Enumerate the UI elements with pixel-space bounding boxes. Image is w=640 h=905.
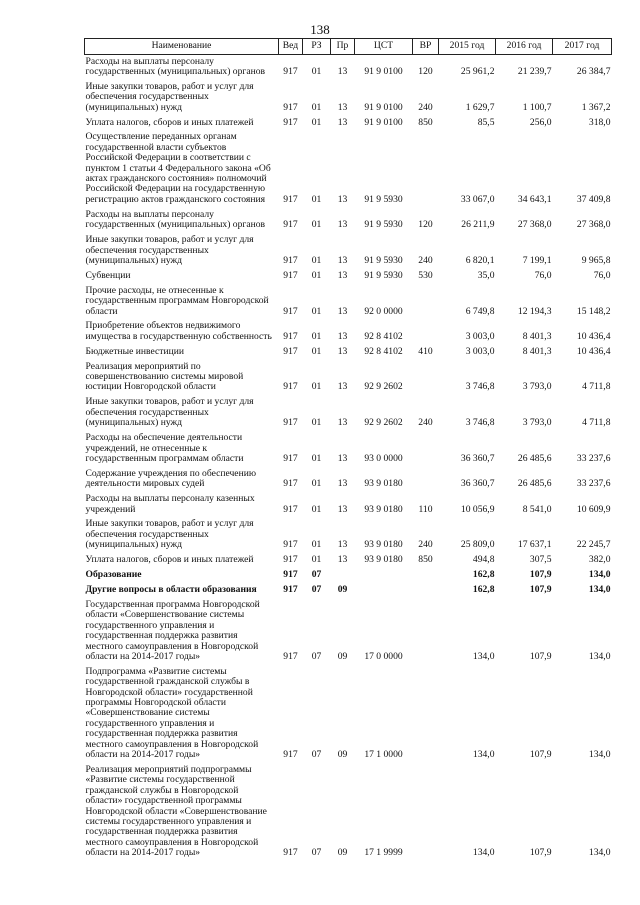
row-2015: 134,0 xyxy=(472,749,495,761)
table-row xyxy=(85,284,612,320)
row-2016: 8 401,3 xyxy=(522,330,552,342)
row-2015: 494,8 xyxy=(472,554,495,566)
row-name: Иные закупки товаров, работ и услуг для обеспечения государственных (муниципальных) нужд xyxy=(85,518,254,551)
row-2017: 10 609,9 xyxy=(576,503,611,515)
row-2016: 7 199,1 xyxy=(522,254,552,266)
row-pr: 13 xyxy=(337,417,348,429)
row-rz: 01 xyxy=(311,417,322,429)
row-2015: 25 809,0 xyxy=(460,539,495,551)
row-pr: 13 xyxy=(337,101,348,113)
row-2017: 134,0 xyxy=(588,847,611,859)
row-cst: 92 8 4102 xyxy=(364,345,403,357)
row-2015: 26 211,9 xyxy=(461,219,495,231)
row-2016: 17 637,1 xyxy=(517,539,552,551)
row-2017: 382,0 xyxy=(588,554,611,566)
row-name: Подпрограмма «Развитие системы государственной гражданской службы в Новгородской области» государственной программы Новгородской области «Совершенствование системы государственного управления и государственная поддержка развития местного самоуправления в Новгородской области на 2014-2017 годы» xyxy=(85,665,259,761)
row-rz: 01 xyxy=(311,554,322,566)
table-row xyxy=(85,116,612,131)
row-pr: 09 xyxy=(337,749,348,761)
row-rz: 01 xyxy=(311,503,322,515)
row-ved: 917 xyxy=(283,65,298,77)
row-2016: 8 401,3 xyxy=(522,345,552,357)
row-name: Реализация мероприятий по совершенствованию системы мировой юстиции Новгородской области xyxy=(85,360,244,393)
row-name: Содержание учреждения по обеспечению деятельности мировых судей xyxy=(85,467,256,490)
row-2015: 10 056,9 xyxy=(460,503,495,515)
row-cst: 91 9 5930 xyxy=(364,269,403,281)
row-ved: 917 xyxy=(283,503,298,515)
row-cst: 92 9 2602 xyxy=(364,381,403,393)
row-ved: 917 xyxy=(283,219,298,231)
row-rz: 01 xyxy=(311,539,322,551)
header-name: Наименование xyxy=(85,39,279,55)
row-ved: 917 xyxy=(283,345,298,357)
table-row xyxy=(85,665,612,763)
row-ved: 917 xyxy=(283,539,298,551)
row-pr: 09 xyxy=(337,847,348,859)
row-2016: 107,9 xyxy=(529,749,552,761)
row-2017: 76,0 xyxy=(593,269,611,281)
row-2017: 4 711,8 xyxy=(582,381,611,393)
header-2016: 2016 год xyxy=(496,39,553,55)
row-2015: 3 746,8 xyxy=(465,381,495,393)
table-row xyxy=(85,80,612,116)
row-2017: 27 368,0 xyxy=(576,219,611,231)
row-2017: 15 148,2 xyxy=(576,305,611,317)
row-pr: 13 xyxy=(337,452,348,464)
row-ved: 917 xyxy=(283,116,298,128)
row-pr: 13 xyxy=(337,219,348,231)
row-name: Образование xyxy=(85,569,142,581)
row-2016: 3 793,0 xyxy=(522,381,552,393)
row-cst: 91 9 0100 xyxy=(364,101,403,113)
row-vr: 240 xyxy=(418,254,433,266)
table-row xyxy=(85,320,612,345)
row-rz: 07 xyxy=(311,583,322,595)
row-rz: 01 xyxy=(311,193,322,205)
header-2015: 2015 год xyxy=(439,39,496,55)
table-header-row xyxy=(85,39,612,55)
row-2015: 134,0 xyxy=(472,650,495,662)
header-2017: 2017 год xyxy=(553,39,612,55)
row-vr: 850 xyxy=(418,554,433,566)
row-pr: 09 xyxy=(337,583,348,595)
budget-table xyxy=(84,38,612,862)
header-pr: Пр xyxy=(331,39,355,55)
row-ved: 917 xyxy=(283,478,298,490)
row-2017: 33 237,6 xyxy=(576,478,611,490)
row-2016: 26 485,6 xyxy=(517,452,552,464)
row-cst: 91 9 0100 xyxy=(364,116,403,128)
table-row xyxy=(85,583,612,598)
header-cst: ЦСТ xyxy=(355,39,413,55)
row-ved: 917 xyxy=(283,554,298,566)
row-2017: 9 965,8 xyxy=(581,254,611,266)
row-2016: 1 100,7 xyxy=(522,101,552,113)
row-name: Субвенции xyxy=(85,269,131,281)
table-row xyxy=(85,569,612,584)
row-rz: 01 xyxy=(311,478,322,490)
row-pr: 13 xyxy=(337,539,348,551)
row-pr: 09 xyxy=(337,650,348,662)
row-2015: 134,0 xyxy=(472,847,495,859)
row-pr: 13 xyxy=(337,478,348,490)
row-2016: 21 239,7 xyxy=(517,65,552,77)
row-ved: 917 xyxy=(283,305,298,317)
row-vr xyxy=(413,284,439,320)
row-2016: 34 643,1 xyxy=(517,193,552,205)
row-name: Расходы на выплаты персоналу государственных (муниципальных) органов xyxy=(85,208,266,231)
row-pr: 13 xyxy=(337,269,348,281)
row-vr xyxy=(413,583,439,598)
row-vr xyxy=(413,467,439,492)
row-rz: 01 xyxy=(311,219,322,231)
row-2017: 37 409,8 xyxy=(576,193,611,205)
row-pr xyxy=(331,569,355,584)
row-2017: 22 245,7 xyxy=(576,539,611,551)
row-2015: 35,0 xyxy=(477,269,495,281)
row-ved: 917 xyxy=(283,847,298,859)
table-row xyxy=(85,763,612,861)
row-2015: 3 003,0 xyxy=(465,330,495,342)
row-pr: 13 xyxy=(337,193,348,205)
row-vr xyxy=(413,763,439,861)
row-rz: 01 xyxy=(311,101,322,113)
row-name: Реализация мероприятий подпрограммы «Развитие системы государственной гражданской службы в Новгородской области» государственной программы Новгородской области «Совершенствование системы государственного управления и государственная поддержка развития местного самоуправления в Новгородской области на 2014-2017 годы» xyxy=(85,763,267,859)
row-cst: 17 1 0000 xyxy=(364,749,403,761)
row-rz: 07 xyxy=(311,650,322,662)
row-name: Уплата налогов, сборов и иных платежей xyxy=(85,116,254,128)
row-2016: 107,9 xyxy=(529,569,552,581)
row-cst: 91 9 5930 xyxy=(364,219,403,231)
row-name: Уплата налогов, сборов и иных платежей xyxy=(85,554,254,566)
row-name: Иные закупки товаров, работ и услуг для обеспечения государственных (муниципальных) нужд xyxy=(85,80,254,113)
row-name: Бюджетные инвестиции xyxy=(85,345,184,357)
table-row xyxy=(85,345,612,360)
row-rz: 01 xyxy=(311,116,322,128)
row-vr: 110 xyxy=(418,503,433,515)
row-cst xyxy=(355,569,413,584)
row-ved: 917 xyxy=(283,650,298,662)
row-cst: 93 9 0180 xyxy=(364,539,403,551)
row-name: Приобретение объектов недвижимого имущества в государственную собственность xyxy=(85,320,272,342)
row-rz: 01 xyxy=(311,65,322,77)
row-vr: 120 xyxy=(418,65,433,77)
row-rz: 07 xyxy=(311,847,322,859)
row-2015: 162,8 xyxy=(472,569,495,581)
row-name: Расходы на выплаты персоналу государственных (муниципальных) органов xyxy=(85,55,266,77)
row-2015: 36 360,7 xyxy=(460,478,495,490)
row-2017: 1 367,2 xyxy=(581,101,611,113)
table-row xyxy=(85,55,612,81)
table-row xyxy=(85,360,612,396)
table-row xyxy=(85,598,612,665)
row-rz: 01 xyxy=(311,345,322,357)
row-2017: 134,0 xyxy=(588,569,611,581)
row-vr: 410 xyxy=(418,345,433,357)
row-2016: 307,5 xyxy=(529,554,552,566)
row-cst: 91 9 5930 xyxy=(364,193,403,205)
row-pr: 13 xyxy=(337,345,348,357)
row-pr: 13 xyxy=(337,116,348,128)
row-2015: 85,5 xyxy=(477,116,495,128)
row-cst: 92 9 2602 xyxy=(364,417,403,429)
table-row xyxy=(85,467,612,492)
row-name: Расходы на обеспечение деятельности учреждений, не отнесенные к государственным программам области xyxy=(85,432,244,464)
row-vr xyxy=(413,131,439,208)
table-row xyxy=(85,554,612,569)
row-2016: 107,9 xyxy=(529,650,552,662)
row-cst: 17 1 9999 xyxy=(364,847,403,859)
row-rz: 01 xyxy=(311,305,322,317)
table-row xyxy=(85,432,612,468)
row-rz: 01 xyxy=(311,381,322,393)
row-vr xyxy=(413,569,439,584)
row-ved: 917 xyxy=(283,254,298,266)
row-pr: 13 xyxy=(337,503,348,515)
row-2016: 256,0 xyxy=(529,116,552,128)
row-2015: 6 749,8 xyxy=(465,305,495,317)
row-cst: 93 9 0180 xyxy=(364,478,403,490)
row-2017: 134,0 xyxy=(588,583,611,595)
row-2015: 36 360,7 xyxy=(460,452,495,464)
row-2015: 3 003,0 xyxy=(465,345,495,357)
row-vr: 120 xyxy=(418,219,433,231)
row-ved: 917 xyxy=(283,381,298,393)
row-vr: 240 xyxy=(418,539,433,551)
row-name: Государственная программа Новгородской области «Совершенствование системы государственного управления и государственная поддержка развития местного самоуправления в Новгородской области на 2014-2017 годы» xyxy=(85,598,260,662)
row-2017: 33 237,6 xyxy=(576,452,611,464)
row-pr: 13 xyxy=(337,65,348,77)
row-ved: 917 xyxy=(283,417,298,429)
row-pr: 13 xyxy=(337,554,348,566)
row-cst: 93 9 0180 xyxy=(364,503,403,515)
row-2016: 26 485,6 xyxy=(517,478,552,490)
row-name: Иные закупки товаров, работ и услуг для обеспечения государственных (муниципальных) нужд xyxy=(85,234,254,266)
row-2016: 3 793,0 xyxy=(522,417,552,429)
row-pr: 13 xyxy=(337,254,348,266)
table-row xyxy=(85,493,612,518)
table-row xyxy=(85,518,612,554)
row-2016: 107,9 xyxy=(529,583,552,595)
row-vr xyxy=(413,432,439,468)
row-2015: 6 820,1 xyxy=(465,254,495,266)
row-cst: 93 0 0000 xyxy=(364,452,403,464)
row-2015: 33 067,0 xyxy=(460,193,495,205)
row-2017: 134,0 xyxy=(588,650,611,662)
row-vr: 850 xyxy=(418,116,433,128)
row-pr: 13 xyxy=(337,381,348,393)
row-name: Иные закупки товаров, работ и услуг для обеспечения государственных (муниципальных) нужд xyxy=(85,396,254,429)
row-2017: 4 711,8 xyxy=(582,417,611,429)
row-vr xyxy=(413,320,439,345)
row-name: Другие вопросы в области образования xyxy=(85,583,257,595)
row-ved: 917 xyxy=(283,269,298,281)
row-vr xyxy=(413,598,439,665)
row-2017: 26 384,7 xyxy=(576,65,611,77)
row-pr: 13 xyxy=(337,305,348,317)
row-rz: 07 xyxy=(311,749,322,761)
row-2016: 27 368,0 xyxy=(517,219,552,231)
header-rz: РЗ xyxy=(303,39,331,55)
table-row xyxy=(85,269,612,284)
table-row xyxy=(85,234,612,270)
row-ved: 917 xyxy=(283,452,298,464)
row-2016: 12 194,3 xyxy=(517,305,552,317)
row-cst: 92 8 4102 xyxy=(364,330,403,342)
row-name: Осуществление переданных органам государственной власти субъектов Российской Федерации в соответствии с пунктом 1 статьи 4 Федерального закона «Об актах гражданского состояния» полномочий Российской Федерации на государственную регистрацию актов гражданского состояния xyxy=(85,131,271,205)
row-2016: 76,0 xyxy=(534,269,552,281)
row-rz: 01 xyxy=(311,452,322,464)
row-pr: 13 xyxy=(337,330,348,342)
row-2017: 318,0 xyxy=(588,116,611,128)
row-2015: 3 746,8 xyxy=(465,417,495,429)
row-cst: 93 9 0180 xyxy=(364,554,403,566)
row-2016: 107,9 xyxy=(529,847,552,859)
row-2017: 134,0 xyxy=(588,749,611,761)
row-2015: 162,8 xyxy=(472,583,495,595)
table-row xyxy=(85,396,612,432)
row-2016: 8 541,0 xyxy=(522,503,552,515)
table-row xyxy=(85,208,612,233)
row-ved: 917 xyxy=(283,749,298,761)
row-vr xyxy=(413,360,439,396)
row-2017: 10 436,4 xyxy=(576,330,611,342)
row-name: Расходы на выплаты персоналу казенных учреждений xyxy=(85,493,255,515)
table-row xyxy=(85,131,612,208)
row-ved: 917 xyxy=(283,569,298,581)
row-vr xyxy=(413,665,439,763)
page-number: 138 xyxy=(310,22,330,37)
row-2017: 10 436,4 xyxy=(576,345,611,357)
row-rz: 07 xyxy=(311,569,322,581)
row-cst: 91 9 5930 xyxy=(364,254,403,266)
row-vr: 240 xyxy=(418,417,433,429)
row-ved: 917 xyxy=(283,101,298,113)
row-cst xyxy=(355,583,413,598)
row-name: Прочие расходы, не отнесенные к государственным программам Новгородской области xyxy=(85,284,269,317)
row-ved: 917 xyxy=(283,330,298,342)
row-2015: 25 961,2 xyxy=(460,65,495,77)
row-rz: 01 xyxy=(311,269,322,281)
row-vr: 240 xyxy=(418,101,433,113)
header-vr: ВР xyxy=(413,39,439,55)
row-rz: 01 xyxy=(311,254,322,266)
row-vr: 530 xyxy=(418,269,433,281)
row-rz: 01 xyxy=(311,330,322,342)
row-ved: 917 xyxy=(283,583,298,595)
row-2015: 1 629,7 xyxy=(465,101,495,113)
row-ved: 917 xyxy=(283,193,298,205)
header-ved: Вед xyxy=(279,39,303,55)
row-cst: 92 0 0000 xyxy=(364,305,403,317)
table-body xyxy=(85,55,612,862)
row-cst: 91 9 0100 xyxy=(364,65,403,77)
row-cst: 17 0 0000 xyxy=(364,650,403,662)
